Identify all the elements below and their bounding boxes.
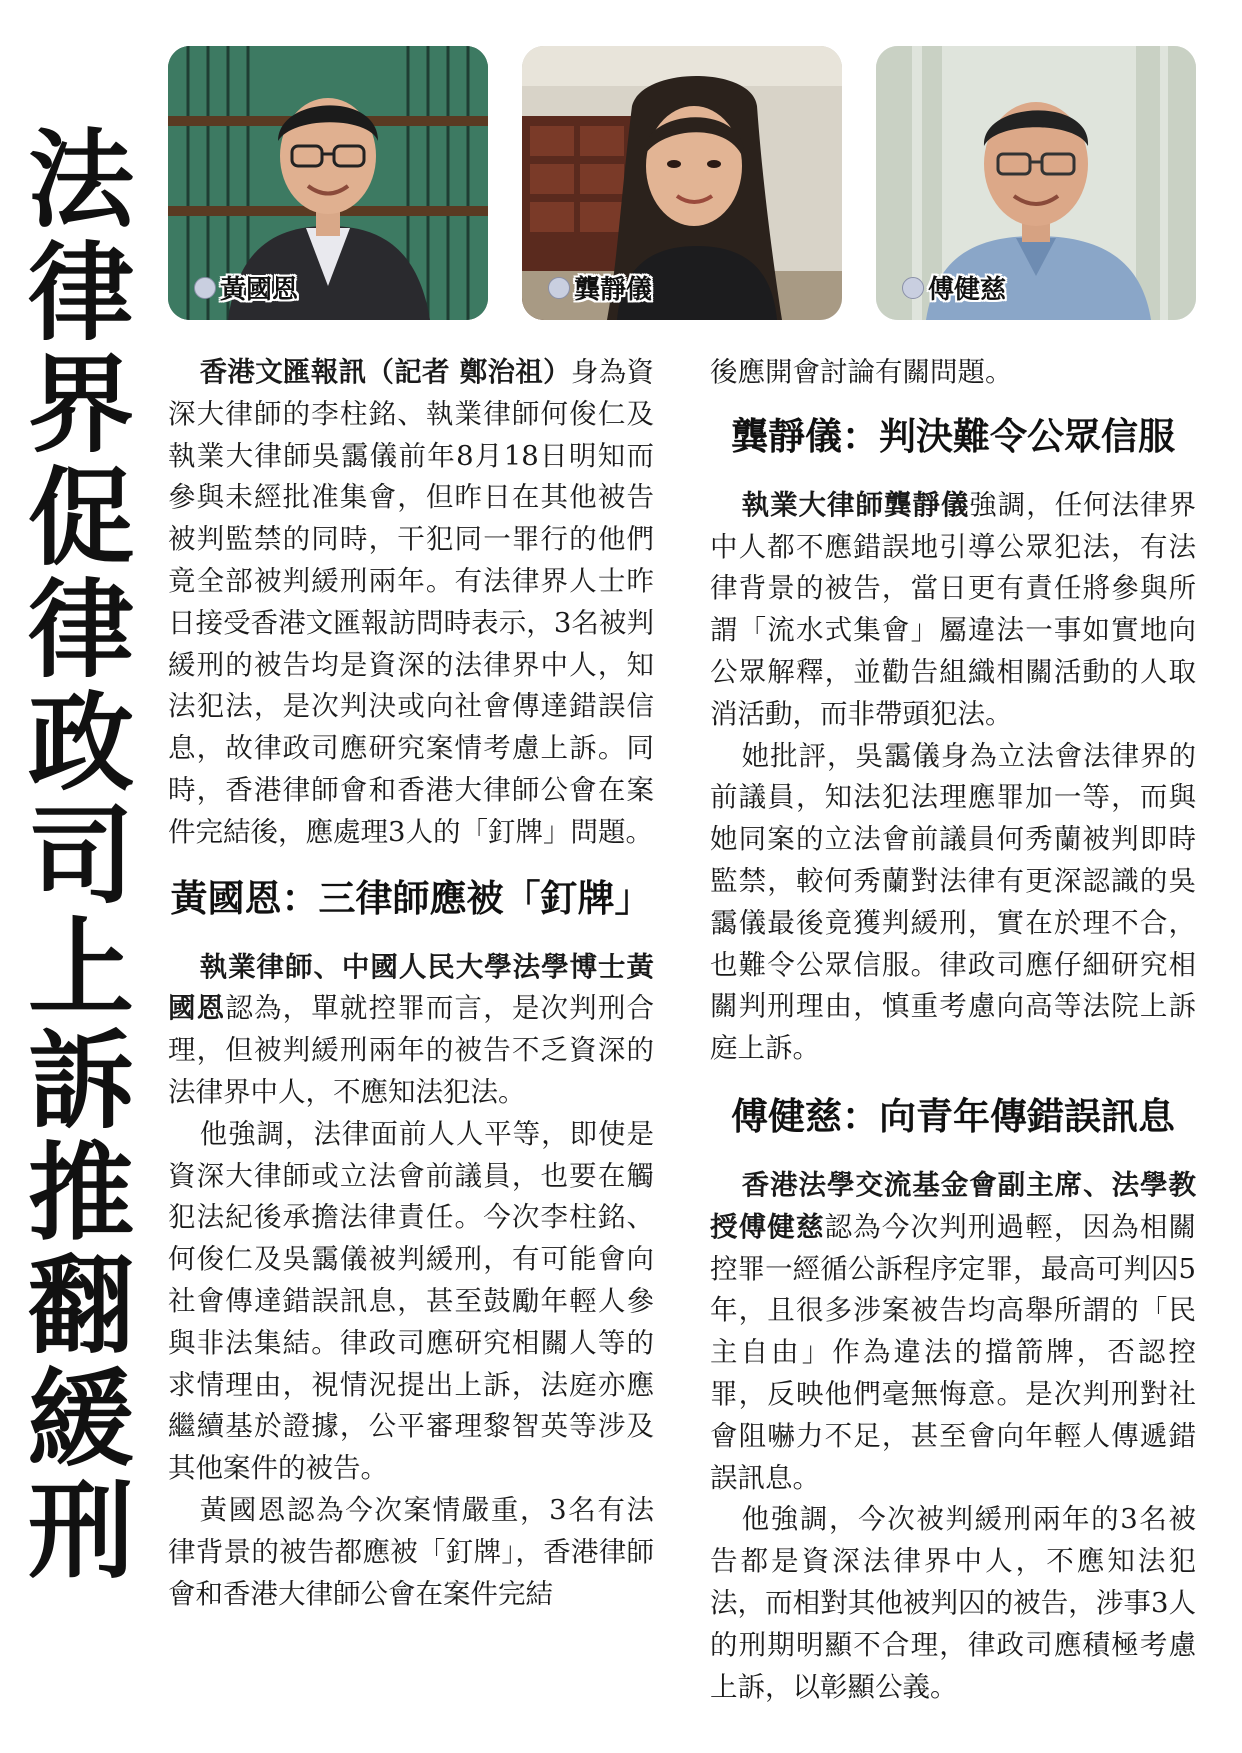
lead-name: 執業大律師龔靜儀: [741, 488, 970, 521]
photo-fu-kin-chi: [876, 46, 1196, 320]
lead-name: 執業律師、中國人民大學法學博士黃國恩: [168, 950, 654, 1025]
photo-caption: [902, 269, 1006, 306]
paragraph-text: 強調，任何法律界中人都不應錯誤地引導公眾犯法，有法律背景的被告，當日更有責任將參與所謂「流水式集會」屬違法一事如實地向公眾解釋，並勸告組織相關活動的人取消活動，而非帶頭犯法。: [710, 488, 1197, 730]
article-column-right: [710, 352, 1196, 1708]
headline-char: 司: [28, 794, 134, 918]
article-paragraph: [168, 947, 654, 1114]
bullet-icon: [194, 277, 216, 299]
caption-name: 龔靜儀: [574, 275, 653, 305]
paragraph-text: 認為今次判刑過輕，因為相關控罪一經循公訴程序定罪，最高可判囚5年，且很多涉案被告均高舉所謂的「民主自由」作為違法的擋箭牌，否認控罪，反映他們毫無悔意。是次判刑對社會阻嚇力不足，甚至會向年輕人傳遞錯誤訊息。: [710, 1210, 1196, 1494]
headline-char: 政: [28, 681, 134, 805]
subhead-kung: 龔靜儀：判決難令公眾信服: [731, 414, 1175, 458]
paragraph-text: 身為資深大律師的李柱銘、執業律師何俊仁及執業大律師吳靄儀前年8月18日明知而參與未經批准集會，但昨日在其他被告被判監禁的同時，干犯同一罪行的他們竟全部被判緩刑兩年。有法律界人士昨日接受香港文匯報訪問時表示，3名被判緩刑的被告均是資深的法律界中人，知法犯法，是次判決或向社會傳達錯誤信息，故律政司應研究案情考慮上訴。同時，香港律師會和香港大律師公會在案件完結後，應處理3人的「釘牌」問題。: [168, 356, 655, 848]
article-paragraph: [710, 485, 1196, 736]
photo-caption: [194, 269, 298, 306]
subhead-wong: 黃國恩：三律師應被「釘牌」: [170, 876, 652, 920]
headline-char: 刑: [28, 1470, 134, 1594]
headline-char: 法: [28, 119, 134, 242]
article-paragraph: [710, 1165, 1196, 1499]
paragraph-text: 認為，單就控罪而言，是次判刑合理，但被判緩刑兩年的被告不乏資深的法律界中人，不應知法犯法。: [168, 992, 654, 1108]
headline-char: 推: [28, 1132, 134, 1256]
photo-caption: [548, 269, 652, 306]
article-paragraph: 他強調，法律面前人人平等，即使是資深大律師或立法會前議員，也要在觸犯法紀後承擔法律責任。今次李柱銘、何俊仁及吳靄儀被判緩刑，有可能會向社會傳達錯誤訊息，甚至鼓勵年輕人參與非法集結。律政司應研究相關人等的求情理由，視情況提出上訴，法庭亦應繼續基於證據，公平審理黎智英等涉及其他案件的被告。: [168, 1117, 654, 1485]
headline-char: 緩: [28, 1357, 134, 1481]
headline-char: 上: [28, 907, 134, 1031]
article-column-left: [168, 352, 654, 1615]
photo-wong-kwok-yan: [168, 46, 488, 320]
headline-char: 翻: [28, 1244, 134, 1368]
photo-kung-ching-yee: [522, 46, 842, 320]
subhead-fu: 傅健慈：向青年傳錯誤訊息: [731, 1094, 1175, 1138]
headline-char: 訴: [28, 1019, 134, 1143]
caption-name: 傅健慈: [928, 275, 1007, 305]
lead-name: 香港法學交流基金會副主席、法學教授傅健慈: [710, 1168, 1196, 1243]
article-paragraph: [168, 352, 654, 854]
bullet-icon: [902, 277, 924, 299]
headline-char: 促: [28, 456, 134, 580]
caption-name: 黃國恩: [220, 275, 299, 305]
bullet-icon: [548, 277, 570, 299]
article-paragraph: 黃國恩認為今次案情嚴重，3名有法律背景的被告都應被「釘牌」，香港律師會和香港大律師公會在案件完結: [168, 1493, 654, 1610]
article-paragraph: 後應開會討論有關問題。: [710, 356, 1013, 388]
article-paragraph: 她批評，吳靄儀身為立法會法律界的前議員，知法犯法理應罪加一等，而與她同案的立法會前議員何秀蘭被判即時監禁，較何秀蘭對法律有更深認識的吳靄儀最後竟獲判緩刑，實在於理不合，也難令公眾信服。律政司應仔細研究相關判刑理由，慎重考慮向高等法院上訴庭上訴。: [710, 739, 1196, 1065]
headline: [22, 119, 140, 1594]
headline-char: 界: [28, 344, 134, 468]
article-paragraph: 他強調，今次被判緩刑兩年的3名被告都是資深法律界中人，不應知法犯法，而相對其他被判囚的被告，涉事3人的刑期明顯不合理，律政司應積極考慮上訴，以彰顯公義。: [710, 1503, 1196, 1703]
headline-char: 律: [28, 569, 134, 693]
dateline: 香港文匯報訊（記者 鄭治祖）: [199, 356, 571, 388]
headline-char: 律: [28, 231, 134, 355]
